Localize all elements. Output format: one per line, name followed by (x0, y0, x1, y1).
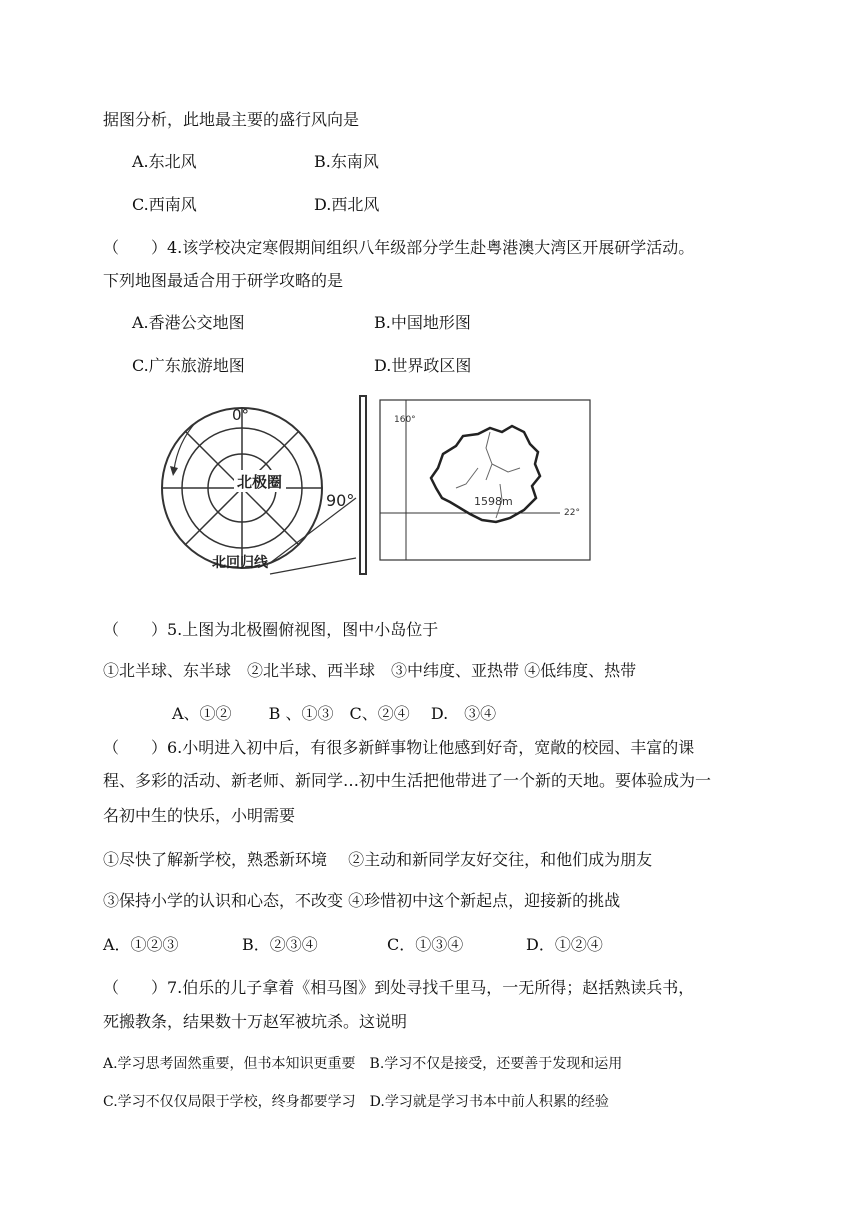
q4-option-d: D.世界政区图 (374, 356, 472, 375)
q6-stem-line1: （ ）6.小明进入初中后，有很多新鲜事物让他感到好奇，宽敞的校园、丰富的课 (103, 738, 695, 757)
longitude-label: 160° (394, 415, 416, 425)
q3-option-d: D.西北风 (314, 195, 380, 214)
q5-options: A、①② B 、①③ C、②④ D. ③④ (172, 704, 497, 723)
q6-option-c: C．①③④ (387, 935, 464, 954)
q4-stem-line2: 下列地图最适合用于研学攻略的是 (103, 271, 344, 290)
q3-option-c: C.西南风 (132, 195, 197, 214)
q4-stem-line1: （ ）4.该学校决定寒假期间组织八年级部分学生赴粤港澳大湾区开展研学活动。 (103, 238, 695, 257)
q6-option-d: D．①②④ (526, 935, 603, 954)
geography-figure (160, 388, 600, 584)
q5-choices: ①北半球、东半球 ②北半球、西半球 ③中纬度、亚热带 ④低纬度、热带 (103, 661, 637, 680)
q7-options-line2: C.学习不仅仅局限于学校，终身都要学习 D.学习就是学习书本中前人积累的经验 (103, 1094, 609, 1110)
elevation-label: 1598m (474, 495, 513, 508)
q6-choices-line1: ①尽快了解新学校，熟悉新环境 ②主动和新同学友好交往，和他们成为朋友 (103, 850, 653, 869)
q7-options-line1: A.学习思考固然重要，但书本知识更重要 B.学习不仅是接受，还要善于发现和运用 (103, 1056, 623, 1072)
q7-stem-line1: （ ）7.伯乐的儿子拿着《相马图》到处寻找千里马，一无所得；赵括熟读兵书， (103, 978, 695, 997)
q6-stem-line3: 名初中生的快乐，小明需要 (103, 806, 296, 825)
q4-option-a: A.香港公交地图 (132, 313, 245, 332)
q6-option-a: A．①②③ (103, 935, 179, 954)
q5-stem: （ ）5.上图为北极圈俯视图，图中小岛位于 (103, 620, 439, 639)
q6-stem-line2: 程、多彩的活动、新老师、新同学…初中生活把他带进了一个新的天地。要体验成为一 (103, 771, 712, 790)
q6-choices-line2: ③保持小学的认识和心态，不改变 ④珍惜初中这个新起点，迎接新的挑战 (103, 891, 621, 910)
latitude-label: 22° (564, 508, 580, 518)
q4-option-b: B.中国地形图 (374, 313, 471, 332)
polar-right-label: 90° (326, 491, 355, 510)
q7-stem-line2: 死搬教条，结果数十万赵军被坑杀。这说明 (103, 1012, 408, 1031)
q3-option-a: A.东北风 (132, 152, 197, 171)
q3-stem: 据图分析，此地最主要的盛行风向是 (103, 110, 360, 129)
polar-top-label: 0° (232, 406, 250, 424)
q4-option-c: C.广东旅游地图 (132, 356, 245, 375)
tropic-label: 北回归线 (212, 555, 268, 571)
q3-option-b: B.东南风 (314, 152, 379, 171)
q6-option-b: B．②③④ (242, 935, 318, 954)
arctic-circle-label: 北极圈 (237, 473, 283, 491)
